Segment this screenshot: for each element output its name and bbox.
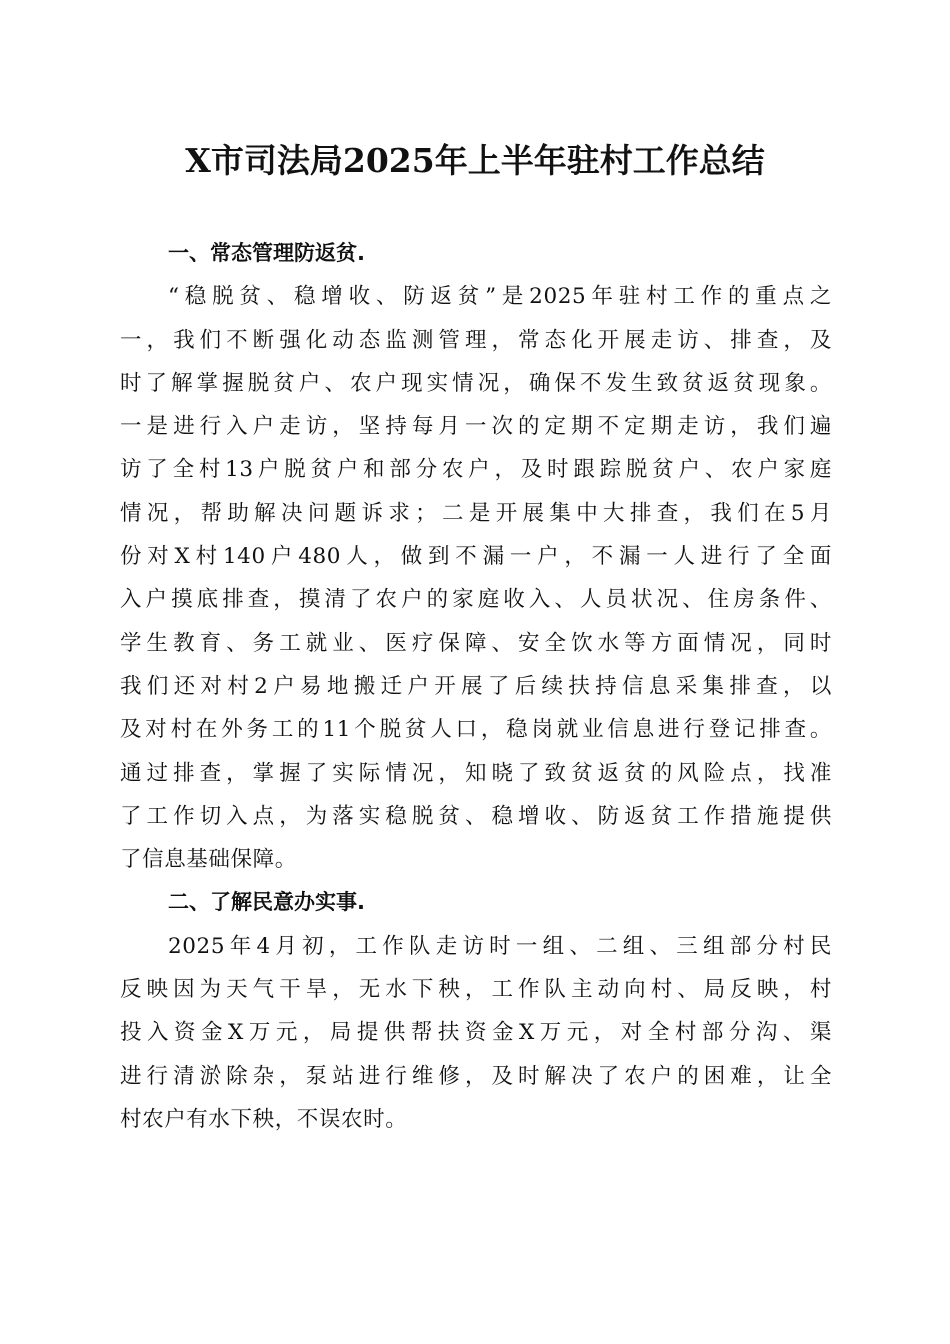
section-1 <box>120 232 832 881</box>
paragraph-line: 情况，帮助解决问题诉求；二是开展集中大排查，我们在5月 <box>120 500 832 526</box>
section-paragraph <box>120 925 832 1141</box>
document-body <box>120 232 832 1141</box>
paragraph-line: 入户摸底排查，摸清了农户的家庭收入、人员状况、住房条件、 <box>120 587 832 613</box>
paragraph-line: 2025年4月初，工作队走访时一组、二组、三组部分村民 <box>168 933 832 959</box>
paragraph-line: 了信息基础保障。 <box>120 847 297 873</box>
paragraph-line: 学生教育、务工就业、医疗保障、安全饮水等方面情况，同时 <box>120 630 832 656</box>
paragraph-line: 时了解掌握脱贫户、农户现实情况，确保不发生致贫返贫现象。 <box>120 370 832 396</box>
paragraph-line: 及对村在外务工的11个脱贫人口，稳岗就业信息进行登记排查。 <box>120 717 832 743</box>
section-2 <box>120 881 832 1141</box>
section-heading: 二、了解民意办实事. <box>168 890 365 915</box>
paragraph-line: 访了全村13户脱贫户和部分农户，及时跟踪脱贫户、农户家庭 <box>120 457 832 483</box>
paragraph-line: 通过排查，掌握了实际情况，知晓了致贫返贫的风险点，找准 <box>120 760 832 786</box>
paragraph-line: 进行清淤除杂，泵站进行维修，及时解决了农户的困难，让全 <box>120 1063 832 1089</box>
paragraph-line: 一是进行入户走访，坚持每月一次的定期不定期走访，我们遍 <box>120 414 832 440</box>
paragraph-line: 我们还对村2户易地搬迁户开展了后续扶持信息采集排查，以 <box>120 673 832 699</box>
paragraph-line: 一，我们不断强化动态监测管理，常态化开展走访、排查，及 <box>120 327 832 353</box>
document-title: X市司法局2025年上半年驻村工作总结 <box>185 141 765 180</box>
section-heading: 一、常态管理防返贫. <box>168 241 365 265</box>
section-paragraph <box>120 275 832 881</box>
paragraph-line: “稳脱贫、稳增收、防返贫”是2025年驻村工作的重点之 <box>168 284 832 310</box>
paragraph-line: 了工作切入点，为落实稳脱贫、稳增收、防返贫工作措施提供 <box>120 803 832 829</box>
paragraph-line: 份对X村140户480人，做到不漏一户，不漏一人进行了全面 <box>120 544 832 570</box>
paragraph-line: 反映因为天气干旱，无水下秧，工作队主动向村、局反映，村 <box>120 977 832 1003</box>
paragraph-line: 投入资金X万元，局提供帮扶资金X万元，对全村部分沟、渠 <box>120 1020 832 1046</box>
paragraph-line: 村农户有水下秧，不误农时。 <box>120 1106 408 1132</box>
